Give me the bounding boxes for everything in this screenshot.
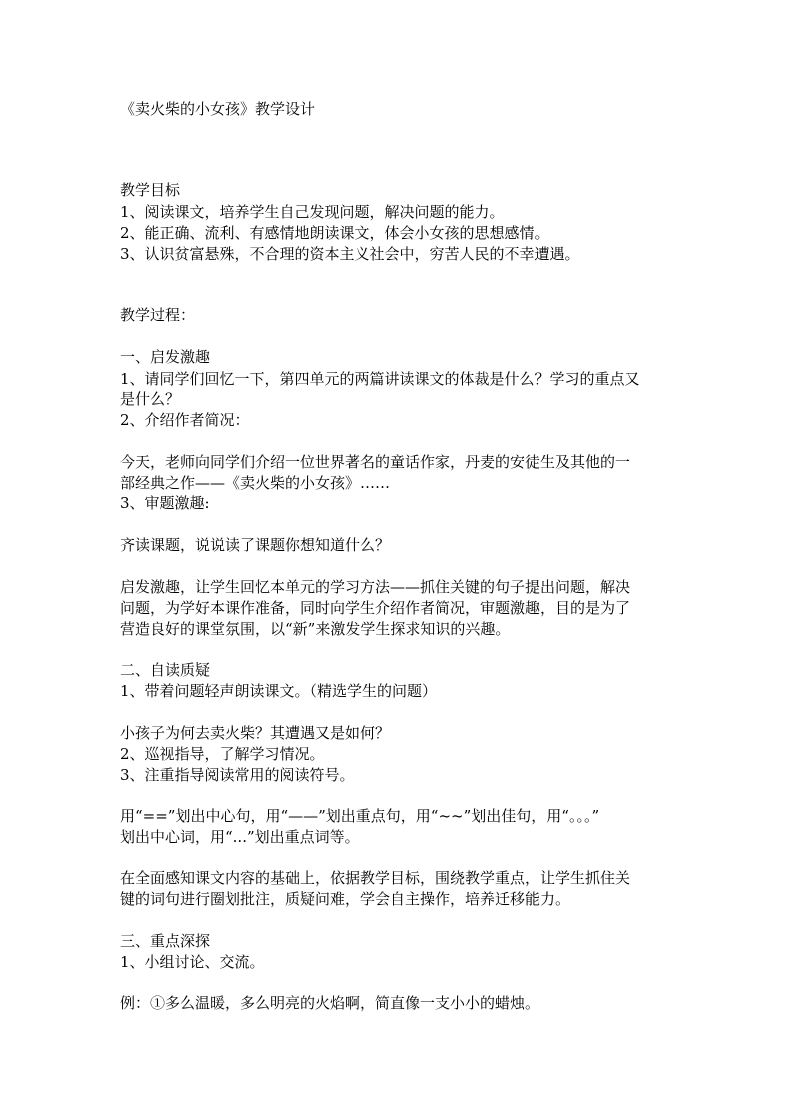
section2-symbols-cont: 划出中心词，用“...”划出重点词等。 <box>120 828 360 846</box>
section1-note: 启发激趣，让学生回忆本单元的学习方法——抓住关键的句子提出问题，解决 <box>120 578 631 596</box>
section1-question1: 1、请同学们回忆一下，第四单元的两篇讲读课文的体裁是什么？学习的重点又 <box>120 370 640 388</box>
objective-item: 2、能正确、流利、有感情地朗读课文，体会小女孩的思想感情。 <box>120 224 550 242</box>
section1-question1-cont: 是什么？ <box>120 390 181 408</box>
section2-note-cont: 键的词句进行圈划批注，质疑问难，学会自主操作，培养迁移能力。 <box>120 890 571 908</box>
section2-step2: 2、巡视指导，了解学习情况。 <box>120 745 325 763</box>
section1-read-title: 齐读课题，说说读了课题你想知道什么？ <box>120 536 391 554</box>
section2-step1: 1、带着问题轻声朗读课文。（精选学生的问题） <box>120 682 438 700</box>
section3-heading: 三、重点深探 <box>120 932 211 950</box>
section2-symbols: 用“==”划出中心句，用“——”划出重点句，用“~~”划出佳句，用“。。。” <box>120 807 600 825</box>
section1-intro-cont: 部经典之作——《卖火柴的小女孩》…… <box>120 474 391 492</box>
section3-example: 例：①多么温暖，多么明亮的火焰啊，简直像一支小小的蜡烛。 <box>120 994 541 1012</box>
section1-heading: 一、启发激趣 <box>120 348 211 366</box>
section1-question3: 3、审题激趣: <box>120 494 210 512</box>
section1-intro: 今天，老师向同学们介绍一位世界著名的童话作家，丹麦的安徒生及其他的一 <box>120 453 631 471</box>
objective-item: 3、认识贫富悬殊，不合理的资本主义社会中，穷苦人民的不幸遭遇。 <box>120 245 580 263</box>
document-title: 《卖火柴的小女孩》教学设计 <box>120 100 316 118</box>
section1-note-cont: 营造良好的课堂氛围，以“新”来激发学生探求知识的兴趣。 <box>120 620 511 638</box>
section1-question2: 2、介绍作者简况： <box>120 411 250 429</box>
section3-step1: 1、小组讨论、交流。 <box>120 953 265 971</box>
section2-note: 在全面感知课文内容的基础上，依据教学目标，围绕教学重点，让学生抓住关 <box>120 869 631 887</box>
process-heading: 教学过程： <box>120 306 196 324</box>
section2-heading: 二、自读质疑 <box>120 661 211 679</box>
objectives-heading: 教学目标 <box>120 181 181 199</box>
section2-question: 小孩子为何去卖火柴？其遭遇又是如何？ <box>120 724 391 742</box>
section2-step3: 3、注重指导阅读常用的阅读符号。 <box>120 766 355 784</box>
section1-note-cont: 问题，为学好本课作准备，同时向学生介绍作者简况，审题激趣，目的是为了 <box>120 599 631 617</box>
objective-item: 1、阅读课文，培养学生自己发现问题，解决问题的能力。 <box>120 203 505 221</box>
